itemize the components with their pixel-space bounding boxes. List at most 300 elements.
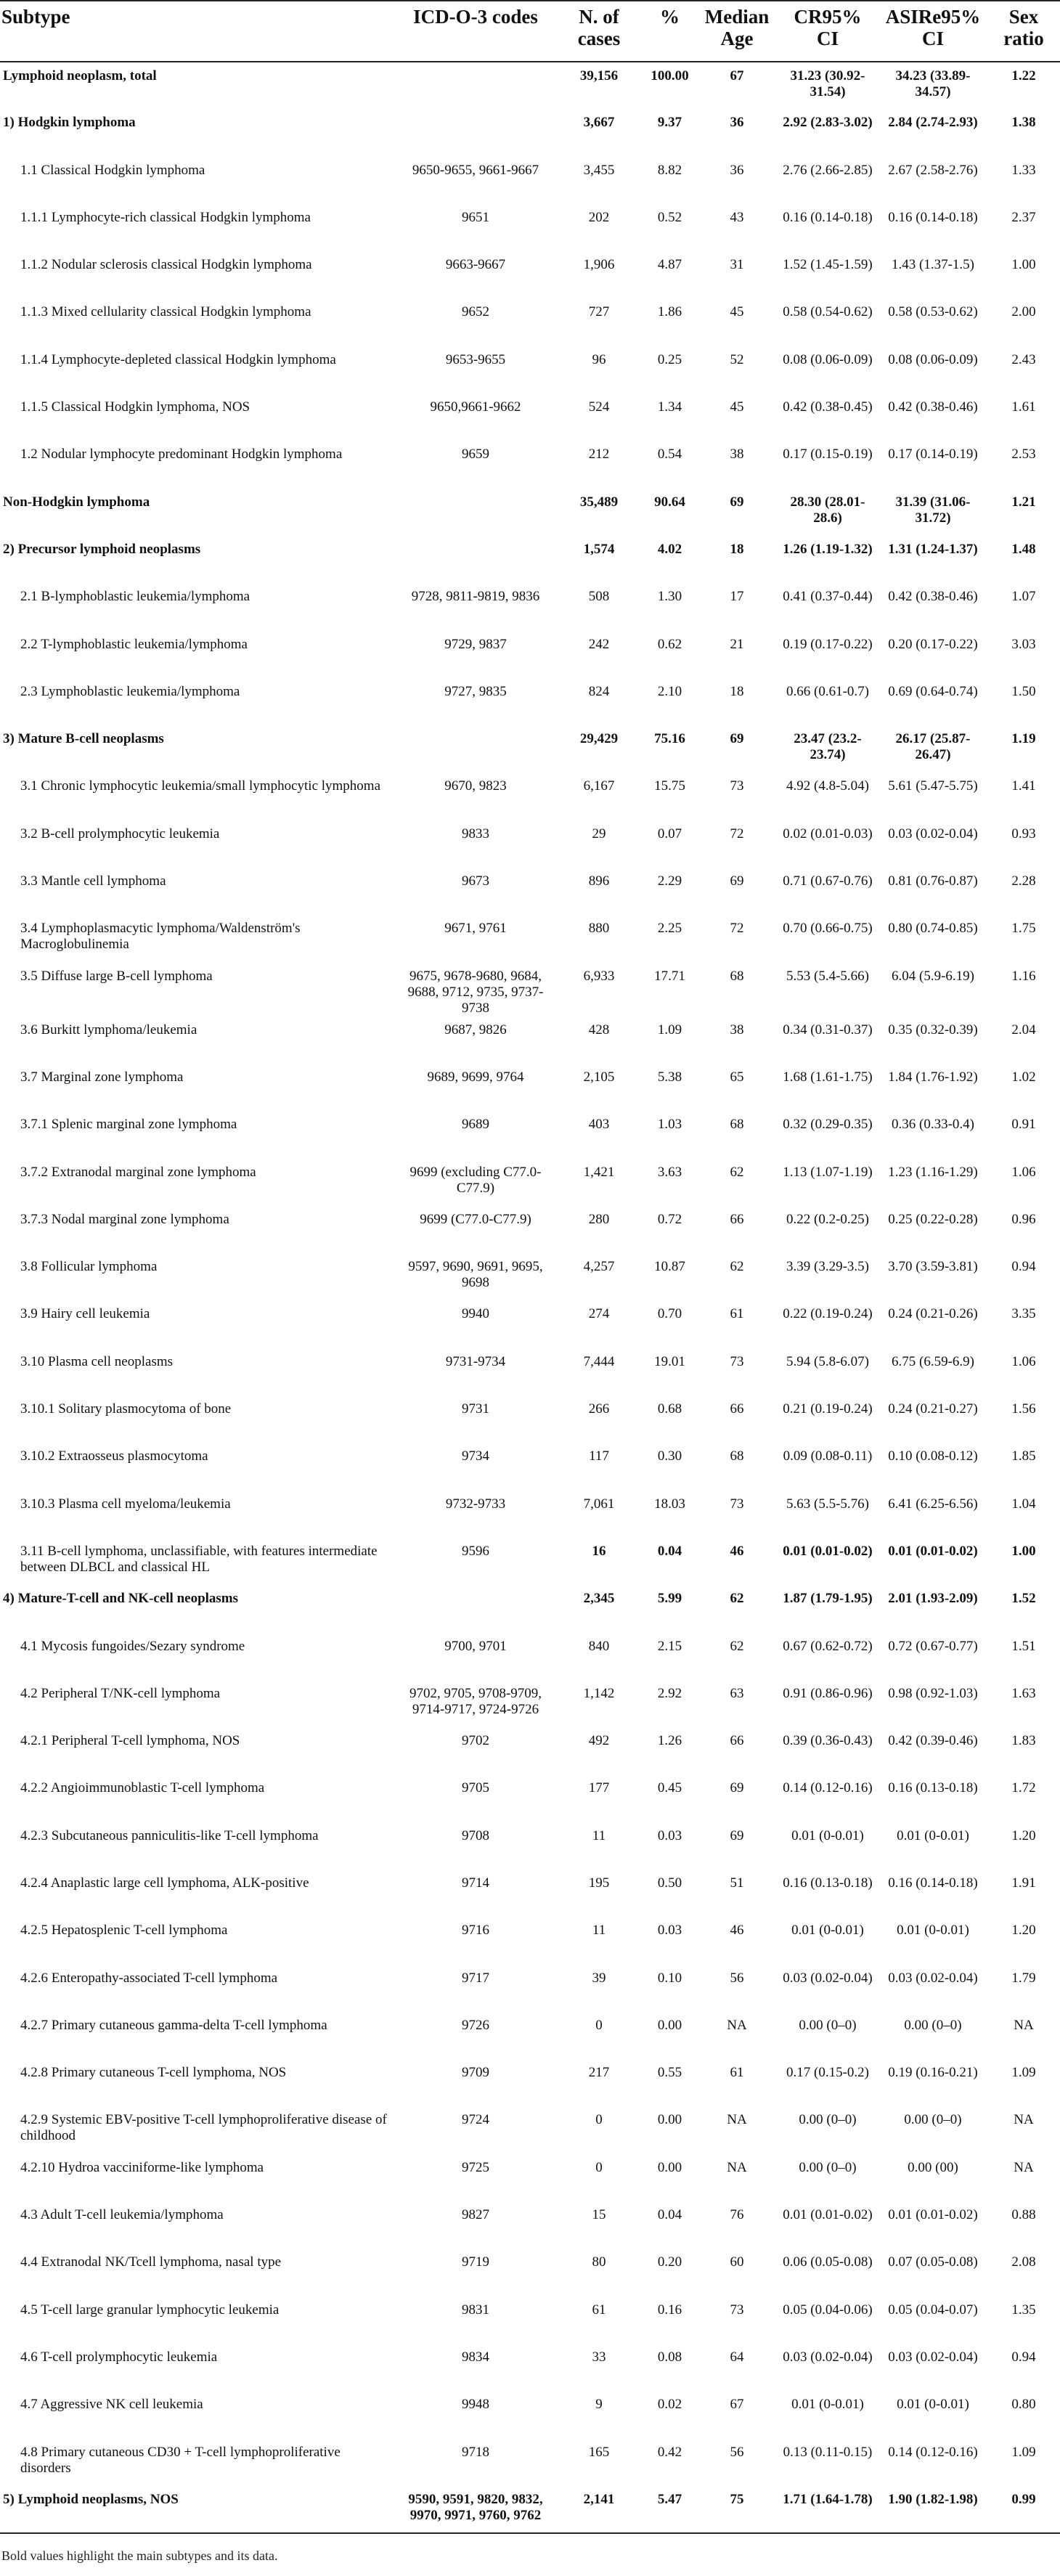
cell-n-cases: 2,345	[583, 1591, 615, 1607]
cell-n-cases: 880	[588, 921, 610, 937]
cell-median-age: 62	[730, 1164, 744, 1180]
table-row	[0, 583, 1060, 630]
cell-subtype: 1.1 Classical Hodgkin lymphoma	[20, 162, 205, 178]
table-row	[0, 1348, 1060, 1395]
cell-subtype: 1.1.5 Classical Hodgkin lymphoma, NOS	[20, 399, 250, 415]
cell-icd-codes	[396, 536, 555, 583]
cell-asir-ci: 6.41 (6.25-6.56)	[888, 1496, 978, 1512]
cell-percent: 3.63	[657, 1164, 682, 1180]
cell-subtype: 4.1 Mycosis fungoides/Sezary syndrome	[20, 1638, 245, 1654]
cell-cr-ci: 1.52 (1.45-1.59)	[783, 257, 873, 273]
cell-subtype: 4.8 Primary cutaneous CD30 + T-cell lymphoproliferative disorders	[20, 2444, 341, 2476]
cell-n-cases: 242	[588, 636, 610, 652]
cell-icd-codes: 9725	[462, 2159, 489, 2175]
cell-median-age: 45	[730, 399, 744, 415]
cell-asir-ci: 0.03 (0.02-0.04)	[888, 826, 978, 841]
cell-sex-ratio: NA	[1014, 2159, 1034, 2175]
cell-subtype: 3.6 Burkitt lymphoma/leukemia	[20, 1022, 197, 1038]
cell-icd-codes: 9734	[462, 1448, 489, 1464]
cell-icd-codes: 9717	[462, 1970, 489, 1986]
cell-sex-ratio: 0.88	[1011, 2207, 1036, 2223]
cell-icd-codes: 9702, 9705, 9708-9709, 9714-9717, 9724-9726	[409, 1685, 542, 1717]
cell-median-age: 31	[730, 257, 744, 273]
table-row	[0, 536, 1060, 583]
cell-subtype: 3.7.3 Nodal marginal zone lymphoma	[20, 1211, 229, 1227]
table-row	[0, 298, 1060, 346]
cell-asir-ci: 0.80 (0.74-0.85)	[888, 921, 978, 937]
cell-sex-ratio: 1.06	[1011, 1353, 1036, 1369]
cell-asir-ci: 1.23 (1.16-1.29)	[888, 1164, 978, 1180]
cell-sex-ratio: 2.43	[1011, 351, 1036, 367]
cell-percent: 75.16	[654, 731, 685, 747]
table-row	[0, 2059, 1060, 2106]
table-row	[0, 1633, 1060, 1680]
cell-icd-codes: 9652	[462, 304, 489, 320]
cell-median-age: 56	[730, 2444, 744, 2460]
cell-icd-codes	[396, 725, 555, 773]
cell-median-age: 73	[730, 1496, 744, 1512]
cell-subtype: 4.3 Adult T-cell leukemia/lymphoma	[20, 2207, 224, 2223]
cell-icd-codes: 9699 (excluding C77.0-C77.9)	[409, 1164, 542, 1196]
cell-n-cases: 274	[588, 1306, 610, 1322]
cell-asir-ci: 1.90 (1.82-1.98)	[878, 2486, 987, 2533]
cell-subtype: 3) Mature B-cell neoplasms	[3, 731, 164, 747]
table-row	[0, 1585, 1060, 1632]
cell-n-cases: 2,141	[555, 2486, 643, 2533]
cell-subtype: 2.2 T-lymphoblastic leukemia/lymphoma	[20, 636, 248, 652]
cell-cr-ci: 4.92 (4.8-5.04)	[786, 778, 869, 794]
cell-icd-codes: 9689, 9699, 9764	[427, 1069, 524, 1085]
table-row	[0, 346, 1060, 394]
cell-percent: 0.50	[657, 1875, 682, 1891]
cell-subtype: 4.2.6 Enteropathy-associated T-cell lymphoma	[20, 1970, 278, 1986]
cell-asir-ci: 0.25 (0.22-0.28)	[888, 1211, 978, 1227]
cell-subtype: 3.7 Marginal zone lymphoma	[20, 1069, 184, 1085]
cell-median-age: 69	[730, 731, 744, 747]
cell-median-age: NA	[727, 2017, 747, 2033]
cell-percent: 1.09	[657, 1022, 682, 1038]
cell-icd-codes: 9687, 9826	[444, 1022, 507, 1038]
cell-icd-codes: 9651	[462, 209, 489, 225]
cell-percent: 0.62	[657, 636, 682, 652]
cell-subtype: 4.5 T-cell large granular lymphocytic leukemia	[20, 2302, 280, 2318]
table-row	[0, 251, 1060, 298]
cell-sex-ratio: 1.48	[1011, 541, 1036, 557]
cell-cr-ci: 2.76 (2.66-2.85)	[783, 162, 873, 178]
cell-median-age: 66	[730, 1211, 744, 1227]
cell-asir-ci: 0.00 (0–0)	[904, 2112, 962, 2128]
cell-cr-ci: 0.00 (0–0)	[799, 2017, 857, 2033]
cell-n-cases: 33	[592, 2349, 606, 2365]
cell-asir-ci: 0.01 (0-0.01)	[897, 1923, 969, 1939]
cell-asir-ci: 5.61 (5.47-5.75)	[888, 778, 978, 794]
cell-subtype: 1.1.2 Nodular sclerosis classical Hodgkin lymphoma	[20, 257, 312, 273]
cell-icd-codes: 9827	[462, 2207, 489, 2223]
cell-median-age: 68	[730, 968, 744, 984]
cell-n-cases: 212	[588, 447, 610, 462]
cell-n-cases: 840	[588, 1638, 610, 1654]
cell-cr-ci: 0.67 (0.62-0.72)	[783, 1638, 873, 1654]
cell-median-age: 46	[730, 1543, 744, 1559]
cell-median-age: 61	[730, 1306, 744, 1322]
cell-n-cases: 177	[588, 1780, 610, 1796]
cell-subtype: 3.10.3 Plasma cell myeloma/leukemia	[20, 1496, 231, 1512]
table-row	[0, 725, 1060, 773]
cell-percent: 0.03	[657, 1923, 682, 1939]
cell-sex-ratio: 2.08	[1011, 2254, 1036, 2270]
cell-cr-ci: 1.26 (1.19-1.32)	[783, 541, 873, 557]
cell-icd-codes: 9702	[462, 1733, 489, 1749]
table-row	[0, 1064, 1060, 1111]
cell-n-cases: 15	[592, 2207, 606, 2223]
cell-asir-ci: 34.23 (33.89-34.57)	[895, 68, 971, 99]
table-row	[0, 1727, 1060, 1774]
cell-icd-codes: 9724	[462, 2112, 489, 2128]
cell-sex-ratio: 1.51	[1011, 1638, 1036, 1654]
cell-icd-codes: 9831	[462, 2302, 489, 2318]
table-row	[0, 62, 1060, 109]
cell-asir-ci: 0.98 (0.92-1.03)	[888, 1685, 978, 1701]
cell-asir-ci: 0.07 (0.05-0.08)	[888, 2254, 978, 2270]
cell-median-age: 75	[697, 2486, 777, 2533]
cell-cr-ci: 0.16 (0.13-0.18)	[783, 1875, 873, 1891]
cell-n-cases: 508	[588, 589, 610, 605]
cell-sex-ratio: 2.53	[1011, 447, 1036, 462]
cell-percent: 5.38	[657, 1069, 682, 1085]
cell-median-age: 66	[730, 1401, 744, 1417]
cell-subtype: 3.3 Mantle cell lymphoma	[20, 873, 166, 889]
cell-sex-ratio: 1.20	[1011, 1923, 1036, 1939]
cell-cr-ci: 0.08 (0.06-0.09)	[783, 351, 873, 367]
cell-subtype: 1.1.1 Lymphocyte-rich classical Hodgkin lymphoma	[20, 209, 311, 225]
cell-asir-ci: 0.00 (00)	[908, 2159, 958, 2175]
cell-median-age: 68	[730, 1448, 744, 1464]
cell-subtype: 4.2 Peripheral T/NK-cell lymphoma	[20, 1685, 221, 1701]
cell-percent: 0.45	[657, 1780, 682, 1796]
cell-subtype: 3.10.2 Extraosseus plasmocytoma	[20, 1448, 208, 1464]
cell-asir-ci: 0.01 (0-0.01)	[897, 2397, 969, 2413]
cell-subtype: 1.1.3 Mixed cellularity classical Hodgkin lymphoma	[20, 304, 311, 320]
cell-asir-ci: 0.17 (0.14-0.19)	[888, 447, 978, 462]
cell-subtype: 4.2.9 Systemic EBV-positive T-cell lymphoproliferative disease of childhood	[20, 2112, 387, 2144]
cell-asir-ci: 0.03 (0.02-0.04)	[888, 1970, 978, 1986]
cell-cr-ci: 0.34 (0.31-0.37)	[783, 1022, 873, 1038]
cell-sex-ratio: 1.79	[1011, 1970, 1036, 1986]
table-row	[0, 1491, 1060, 1538]
cell-n-cases: 2,105	[583, 1069, 615, 1085]
cell-median-age: 69	[730, 873, 744, 889]
table-row	[0, 1774, 1060, 1822]
cell-subtype: 3.10 Plasma cell neoplasms	[20, 1353, 174, 1369]
cell-percent: 0.10	[657, 1970, 682, 1986]
cell-cr-ci: 0.91 (0.86-0.96)	[783, 1685, 873, 1701]
cell-asir-ci: 0.19 (0.16-0.21)	[888, 2065, 978, 2081]
cell-sex-ratio: 2.04	[1011, 1022, 1036, 1038]
cell-icd-codes: 9728, 9811-9819, 9836	[411, 589, 540, 605]
cell-asir-ci: 0.05 (0.04-0.07)	[888, 2302, 978, 2318]
cell-asir-ci: 0.24 (0.21-0.26)	[888, 1306, 978, 1322]
cell-median-age: 67	[730, 2397, 744, 2413]
cell-median-age: NA	[727, 2159, 747, 2175]
cell-n-cases: 7,061	[583, 1496, 615, 1512]
cell-asir-ci: 0.08 (0.06-0.09)	[888, 351, 978, 367]
table-row	[0, 678, 1060, 725]
cell-median-age: 69	[730, 1827, 744, 1843]
cell-percent: 0.70	[657, 1306, 682, 1322]
cell-n-cases: 202	[588, 209, 610, 225]
cell-n-cases: 3,667	[583, 115, 615, 131]
cell-icd-codes: 9590, 9591, 9820, 9832, 9970, 9971, 9760, 9762	[396, 2486, 555, 2533]
cell-asir-ci: 0.14 (0.12-0.16)	[888, 2444, 978, 2460]
cell-sex-ratio: 2.00	[1011, 304, 1036, 320]
cell-icd-codes: 9731-9734	[445, 1353, 506, 1369]
cell-cr-ci: 1.71 (1.64-1.78)	[777, 2486, 878, 2533]
cell-icd-codes: 9596	[462, 1543, 489, 1559]
cell-cr-ci: 0.22 (0.19-0.24)	[783, 1306, 873, 1322]
cell-subtype: Lymphoid neoplasm, total	[3, 68, 157, 83]
cell-percent: 0.30	[657, 1448, 682, 1464]
cell-subtype: 5) Lymphoid neoplasms, NOS	[0, 2486, 396, 2533]
cell-icd-codes: 9727, 9835	[444, 683, 507, 699]
table-row	[0, 2249, 1060, 2296]
cell-asir-ci: 2.84 (2.74-2.93)	[888, 115, 978, 131]
cell-percent: 0.54	[657, 447, 682, 462]
cell-n-cases: 280	[588, 1211, 610, 1227]
cell-percent: 0.00	[657, 2159, 682, 2175]
cell-cr-ci: 0.06 (0.05-0.08)	[783, 2254, 873, 2270]
cell-median-age: 68	[730, 1117, 744, 1133]
cell-median-age: 73	[730, 1353, 744, 1369]
cell-n-cases: 16	[592, 1543, 606, 1559]
cell-asir-ci: 0.42 (0.38-0.46)	[888, 399, 978, 415]
cell-sex-ratio: 1.50	[1011, 683, 1036, 699]
cell-asir-ci: 0.35 (0.32-0.39)	[888, 1022, 978, 1038]
cell-sex-ratio: 1.20	[1011, 1827, 1036, 1843]
cell-percent: 0.68	[657, 1401, 682, 1417]
cell-cr-ci: 1.13 (1.07-1.19)	[783, 1164, 873, 1180]
cell-percent: 0.52	[657, 209, 682, 225]
cell-cr-ci: 0.05 (0.04-0.06)	[783, 2302, 873, 2318]
cell-sex-ratio: 1.09	[1011, 2444, 1036, 2460]
table-row	[0, 394, 1060, 441]
cell-median-age: 65	[730, 1069, 744, 1085]
cell-asir-ci: 3.70 (3.59-3.81)	[888, 1259, 978, 1275]
table-row	[0, 2344, 1060, 2391]
cell-icd-codes: 9673	[462, 873, 489, 889]
cell-median-age: 73	[730, 2302, 744, 2318]
header-median-age: Median Age	[697, 1, 777, 62]
cell-cr-ci: 0.01 (0-0.01)	[791, 2397, 864, 2413]
cell-sex-ratio: 1.72	[1011, 1780, 1036, 1796]
cell-sex-ratio: 1.02	[1011, 1069, 1036, 1085]
cell-n-cases: 9	[595, 2397, 603, 2413]
cell-percent: 2.29	[657, 873, 682, 889]
cell-n-cases: 727	[588, 304, 610, 320]
table-footnote: Bold values highlight the main subtypes and its data.	[1, 2548, 278, 2563]
cell-median-age: 43	[730, 209, 744, 225]
cell-subtype: 4) Mature-T-cell and NK-cell neoplasms	[3, 1591, 239, 1607]
cell-n-cases: 39	[592, 1970, 606, 1986]
cell-n-cases: 117	[589, 1448, 609, 1464]
cell-sex-ratio: 1.41	[1011, 778, 1036, 794]
cell-sex-ratio: 1.04	[1011, 1496, 1036, 1512]
table-row	[0, 2391, 1060, 2438]
cell-n-cases: 29,429	[579, 731, 619, 747]
table-body	[0, 62, 1060, 2533]
cell-subtype: 4.2.3 Subcutaneous panniculitis-like T-cell lymphoma	[20, 1827, 319, 1843]
cell-asir-ci: 0.69 (0.64-0.74)	[888, 683, 978, 699]
cell-icd-codes: 9708	[462, 1827, 489, 1843]
cell-subtype: 4.4 Extranodal NK/Tcell lymphoma, nasal type	[20, 2254, 282, 2270]
cell-percent: 18.03	[654, 1496, 685, 1512]
cell-icd-codes: 9718	[462, 2444, 489, 2460]
table-row	[0, 1822, 1060, 1870]
cell-subtype: 3.7.2 Extranodal marginal zone lymphoma	[20, 1164, 256, 1180]
cell-cr-ci: 0.01 (0-0.01)	[791, 1827, 864, 1843]
cell-percent: 0.20	[657, 2254, 682, 2270]
table-row	[0, 1253, 1060, 1300]
cell-cr-ci: 5.94 (5.8-6.07)	[786, 1353, 869, 1369]
cell-icd-codes: 9670, 9823	[444, 778, 507, 794]
cell-asir-ci: 0.01 (0.01-0.02)	[888, 1543, 978, 1559]
table-row	[0, 1159, 1060, 1206]
cell-cr-ci: 5.63 (5.5-5.76)	[786, 1496, 869, 1512]
cell-subtype: 3.2 B-cell prolymphocytic leukemia	[20, 826, 220, 841]
cell-subtype: 3.5 Diffuse large B-cell lymphoma	[20, 968, 213, 984]
cell-cr-ci: 0.14 (0.12-0.16)	[783, 1780, 873, 1796]
cell-percent: 2.25	[657, 921, 682, 937]
cell-sex-ratio: 2.28	[1011, 873, 1036, 889]
cell-percent: 0.04	[657, 2207, 682, 2223]
table-row	[0, 2106, 1060, 2153]
cell-median-age: 38	[730, 447, 744, 462]
cell-median-age: 62	[730, 1259, 744, 1275]
cell-subtype: 4.2.5 Hepatosplenic T-cell lymphoma	[20, 1923, 228, 1939]
cell-cr-ci: 1.68 (1.61-1.75)	[783, 1069, 873, 1085]
cell-cr-ci: 0.17 (0.15-0.2)	[786, 2065, 869, 2081]
cell-sex-ratio: 1.21	[1011, 494, 1036, 510]
cell-percent: 0.72	[657, 1211, 682, 1227]
cell-sex-ratio: 2.37	[1011, 209, 1036, 225]
cell-subtype: 2.3 Lymphoblastic leukemia/lymphoma	[20, 683, 240, 699]
cell-sex-ratio: 0.80	[1011, 2397, 1036, 2413]
cell-sex-ratio: 1.00	[1011, 257, 1036, 273]
cell-percent: 100.00	[651, 68, 689, 83]
cell-subtype: 4.2.1 Peripheral T-cell lymphoma, NOS	[20, 1733, 240, 1749]
table-header-row	[0, 1, 1060, 62]
cell-median-age: 76	[730, 2207, 744, 2223]
cell-median-age: 61	[730, 2065, 744, 2081]
cell-n-cases: 4,257	[583, 1259, 615, 1275]
cell-cr-ci: 0.01 (0.01-0.02)	[783, 1543, 873, 1559]
cell-cr-ci: 0.01 (0.01-0.02)	[783, 2207, 873, 2223]
cell-percent: 0.02	[657, 2397, 682, 2413]
cell-n-cases: 217	[588, 2065, 610, 2081]
cell-cr-ci: 2.92 (2.83-3.02)	[783, 115, 873, 131]
cell-subtype: 1.2 Nodular lymphocyte predominant Hodgkin lymphoma	[20, 447, 343, 462]
cell-sex-ratio: NA	[1014, 2017, 1034, 2033]
cell-asir-ci: 0.20 (0.17-0.22)	[888, 636, 978, 652]
cell-sex-ratio: 0.94	[1011, 1259, 1036, 1275]
cell-n-cases: 428	[588, 1022, 610, 1038]
cell-percent: 0.04	[657, 1543, 682, 1559]
cell-icd-codes: 9719	[462, 2254, 489, 2270]
cell-n-cases: 403	[588, 1117, 610, 1133]
table-row	[0, 204, 1060, 251]
cell-cr-ci: 23.47 (23.2-23.74)	[794, 731, 862, 763]
table-row	[0, 631, 1060, 678]
table-row	[0, 820, 1060, 868]
cell-median-age: NA	[727, 2112, 747, 2128]
cell-n-cases: 61	[592, 2302, 606, 2318]
cell-n-cases: 39,156	[579, 68, 619, 83]
cell-percent: 1.26	[657, 1733, 682, 1749]
cell-percent: 0.16	[657, 2302, 682, 2318]
cell-sex-ratio: 1.83	[1011, 1733, 1036, 1749]
cell-cr-ci: 0.70 (0.66-0.75)	[783, 921, 873, 937]
cell-asir-ci: 0.10 (0.08-0.12)	[888, 1448, 978, 1464]
cell-subtype: Non-Hodgkin lymphoma	[3, 494, 150, 510]
cell-icd-codes: 9653-9655	[445, 351, 506, 367]
cell-n-cases: 1,421	[583, 1164, 615, 1180]
cell-asir-ci: 0.01 (0-0.01)	[897, 1827, 969, 1843]
cell-sex-ratio: 1.22	[1011, 68, 1036, 83]
cell-percent: 15.75	[654, 778, 685, 794]
cell-median-age: 52	[730, 351, 744, 367]
cell-median-age: 18	[730, 541, 744, 557]
cell-icd-codes: 9663-9667	[445, 257, 506, 273]
cell-n-cases: 195	[588, 1875, 610, 1891]
table-row	[0, 2154, 1060, 2201]
cell-n-cases: 524	[588, 399, 610, 415]
header-subtype: Subtype	[0, 1, 396, 62]
cell-icd-codes: 9948	[462, 2397, 489, 2413]
cell-icd-codes: 9940	[462, 1306, 489, 1322]
cell-percent: 0.42	[657, 2444, 682, 2460]
cell-median-age: 73	[730, 778, 744, 794]
table-row	[0, 1870, 1060, 1917]
cell-percent: 4.87	[657, 257, 682, 273]
cell-sex-ratio: 0.93	[1011, 826, 1036, 841]
cell-cr-ci: 0.00 (0–0)	[799, 2159, 857, 2175]
cell-icd-codes: 9833	[462, 826, 489, 841]
cell-icd-codes	[396, 1585, 555, 1632]
cell-n-cases: 1,142	[583, 1685, 615, 1701]
header-percent: %	[643, 1, 697, 62]
cell-cr-ci: 5.53 (5.4-5.66)	[786, 968, 869, 984]
cell-percent: 0.55	[657, 2065, 682, 2081]
cell-icd-codes: 9700, 9701	[444, 1638, 507, 1654]
cell-median-age: 63	[730, 1685, 744, 1701]
cell-icd-codes: 9597, 9690, 9691, 9695, 9698	[408, 1259, 543, 1291]
cell-n-cases: 1,906	[583, 257, 615, 273]
cell-subtype: 4.2.4 Anaplastic large cell lymphoma, ALK-positive	[20, 1875, 309, 1891]
table-row	[0, 157, 1060, 204]
cell-cr-ci: 0.21 (0.19-0.24)	[783, 1401, 873, 1417]
table-row	[0, 2486, 1060, 2533]
cell-subtype: 3.4 Lymphoplasmacytic lymphoma/Waldenström's Macroglobulinemia	[20, 921, 301, 953]
cell-asir-ci: 0.42 (0.39-0.46)	[888, 1733, 978, 1749]
cell-sex-ratio: 1.38	[1011, 115, 1036, 131]
cell-icd-codes: 9659	[462, 447, 489, 462]
cell-n-cases: 165	[588, 2444, 610, 2460]
cell-cr-ci: 0.66 (0.61-0.7)	[786, 683, 869, 699]
cell-sex-ratio: 1.61	[1011, 399, 1036, 415]
cell-cr-ci: 31.23 (30.92-31.54)	[790, 68, 865, 99]
cell-subtype: 4.7 Aggressive NK cell leukemia	[20, 2397, 203, 2413]
cell-subtype: 2.1 B-lymphoblastic leukemia/lymphoma	[20, 589, 250, 605]
cell-percent: 17.71	[654, 968, 685, 984]
